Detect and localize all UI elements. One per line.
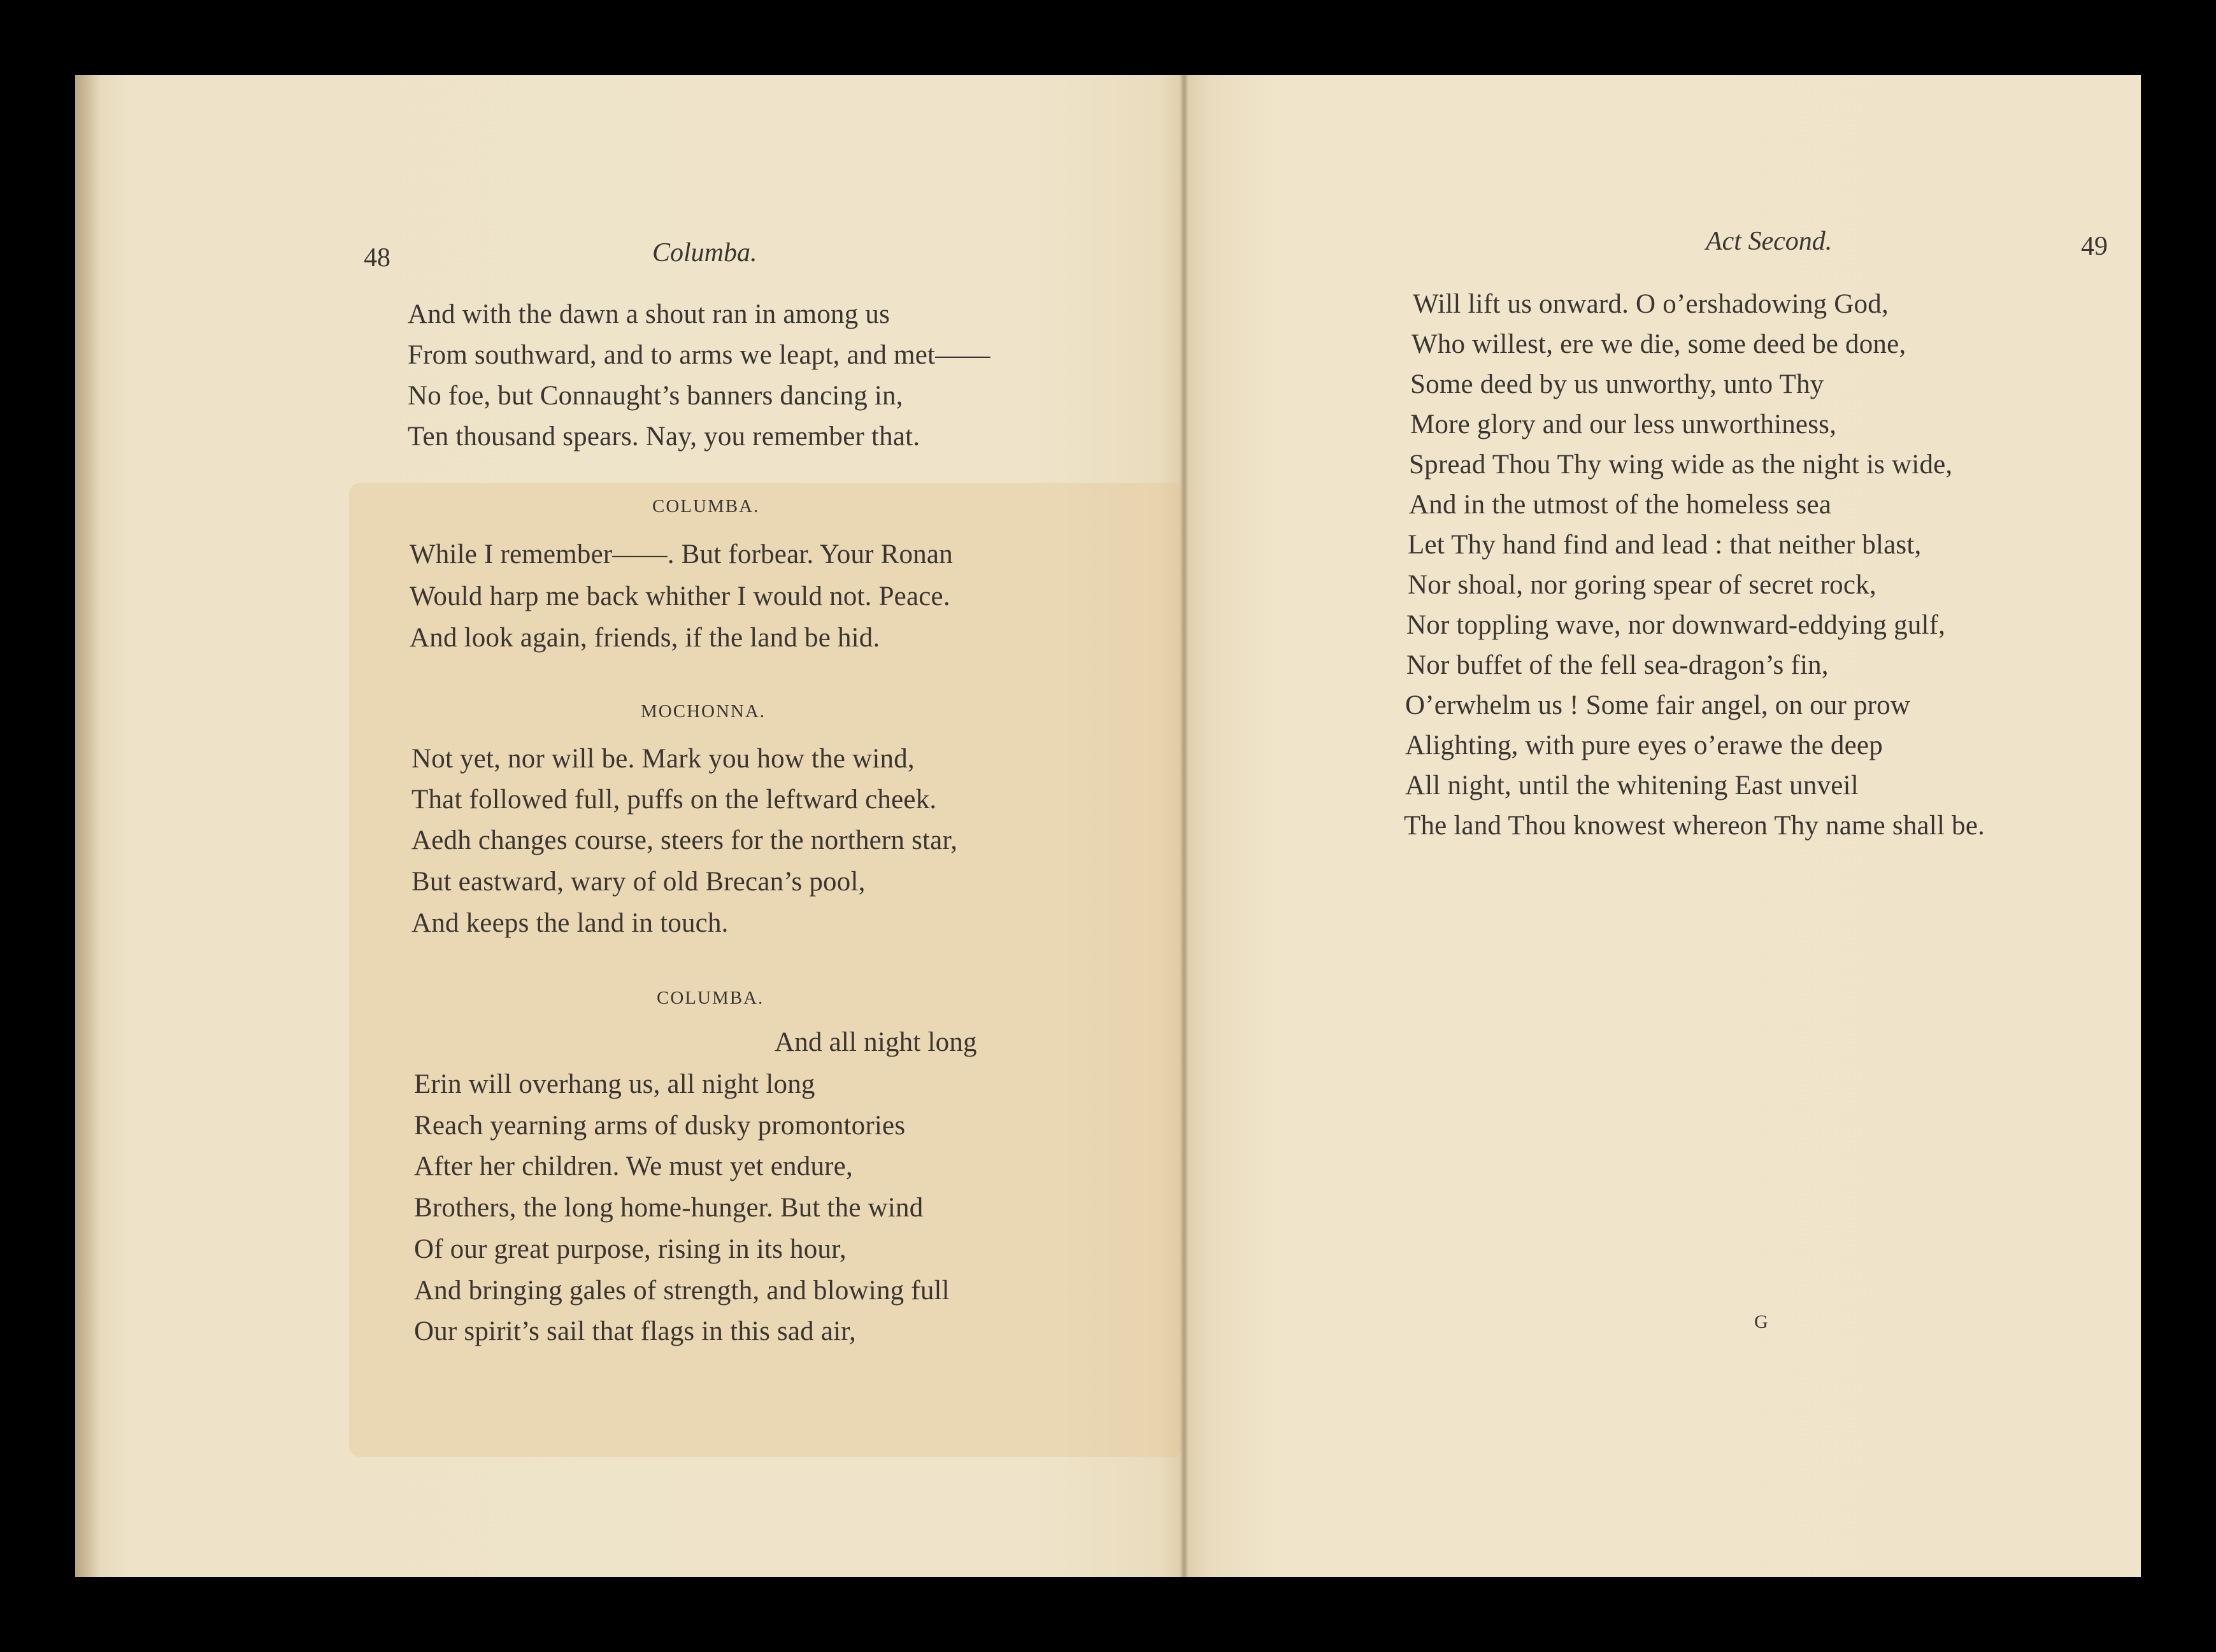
verse-line: Nor buffet of the fell sea-dragon’s fin, [1406, 650, 1829, 680]
verse-line: Spread Thou Thy wing wide as the night is wide, [1409, 450, 1953, 480]
verse-line: And with the dawn a shout ran in among us [408, 299, 890, 329]
running-head-right: Act Second. [1706, 227, 1833, 256]
speaker-name: MOCHONNA. [641, 701, 766, 722]
verse-line: Some deed by us unworthy, unto Thy [1410, 369, 1824, 399]
verse-line: Not yet, nor will be. Mark you how the wind, [411, 744, 915, 774]
verse-line: Alighting, with pure eyes o’erawe the deep [1405, 730, 1883, 760]
verse-line: Nor shoal, nor goring spear of secret rock, [1408, 570, 1876, 600]
right-page [1185, 75, 2141, 1577]
speaker-name: COLUMBA. [652, 496, 760, 516]
verse-line: Who willest, ere we die, some deed be done, [1412, 329, 1906, 359]
verse-line: And all night long [775, 1027, 977, 1057]
verse-line: Let Thy hand find and lead : that neither blast, [1408, 530, 1922, 560]
verse-line: Erin will overhang us, all night long [414, 1069, 815, 1099]
verse-line: Would harp me back whither I would not. Peace. [410, 581, 950, 611]
page-edge-stain [75, 75, 101, 1577]
verse-line: While I remember——. But forbear. Your Ronan [410, 539, 953, 569]
page-number-left: 48 [364, 243, 390, 273]
verse-line: But eastward, wary of old Brecan’s pool, [411, 867, 866, 897]
verse-line: Our spirit’s sail that flags in this sad air, [414, 1316, 856, 1346]
page-number-right: 49 [2081, 232, 2108, 261]
verse-line: Nor toppling wave, nor downward-eddying gulf, [1406, 610, 1946, 640]
book-spread [75, 75, 2141, 1577]
verse-line: After her children. We must yet endure, [414, 1151, 853, 1181]
verse-line: And look again, friends, if the land be hid. [410, 623, 880, 653]
book-gutter [1180, 75, 1189, 1577]
verse-line: O’erwhelm us ! Some fair angel, on our prow [1405, 690, 1911, 720]
verse-line: That followed full, puffs on the leftward cheek. [411, 785, 937, 815]
verse-line: No foe, but Connaught’s banners dancing in, [408, 381, 903, 411]
verse-line: Of our great purpose, rising in its hour, [414, 1234, 847, 1264]
verse-line: Ten thousand spears. Nay, you remember that. [408, 422, 920, 452]
verse-line: Aedh changes course, steers for the northern star, [411, 825, 958, 855]
verse-line: From southward, and to arms we leapt, and met—— [408, 340, 990, 370]
verse-line: Brothers, the long home-hunger. But the wind [414, 1193, 924, 1223]
verse-line: And in the utmost of the homeless sea [1409, 490, 1832, 520]
verse-line: And keeps the land in touch. [411, 908, 729, 938]
verse-line: The land Thou knowest whereon Thy name shall be. [1404, 811, 1985, 841]
verse-line: All night, until the whitening East unveil [1405, 771, 1859, 801]
verse-line: Will lift us onward. O o’ershadowing God, [1413, 289, 1889, 319]
verse-line: And bringing gales of strength, and blowing full [414, 1276, 950, 1306]
verse-line: More glory and our less unworthiness, [1410, 409, 1837, 439]
speaker-name: COLUMBA. [657, 988, 764, 1008]
signature-mark: G [1754, 1311, 1768, 1332]
verse-line: Reach yearning arms of dusky promontories [414, 1111, 906, 1141]
left-page [75, 75, 1185, 1577]
running-head-left: Columba. [652, 238, 757, 267]
